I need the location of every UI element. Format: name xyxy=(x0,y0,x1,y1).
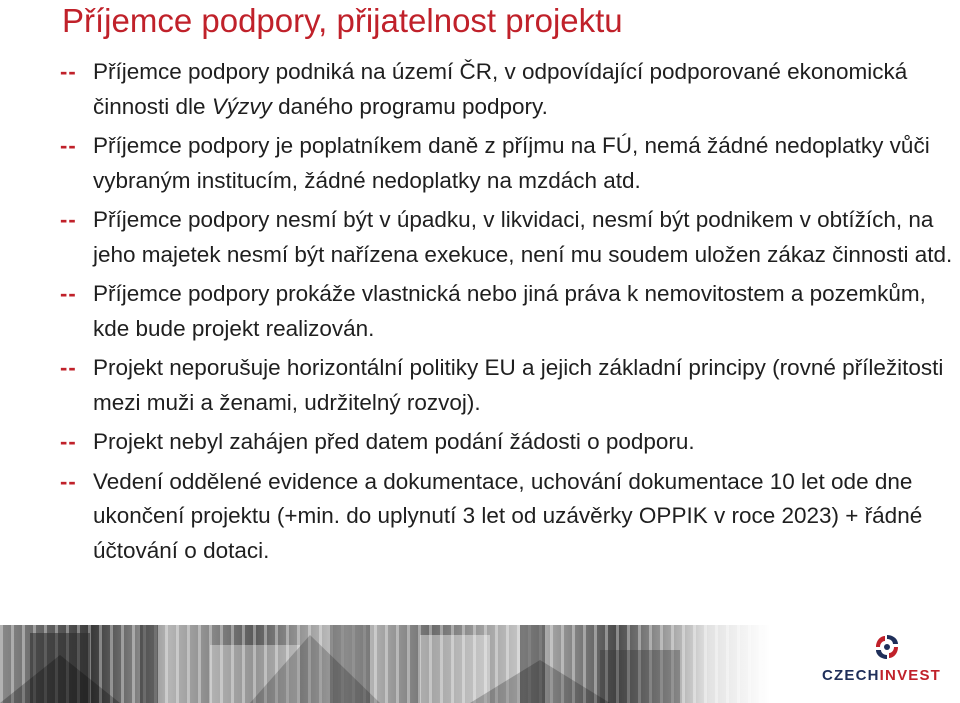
logo-text-invest: INVEST xyxy=(879,667,942,684)
bullet-text: Projekt neporušuje horizontální politiky EU a jejich základní principy (rovné příležitosti mezi muži a ženami, udržitelný rozvoj). xyxy=(93,355,944,415)
bullet-item xyxy=(60,277,960,346)
bullet-text: Příjemce podpory nesmí být v úpadku, v likvidaci, nesmí být podnikem v obtížích, na jeho majetek nesmí být nařízena exekuce, není mu soudem uložen zákaz činnosti atd. xyxy=(93,207,953,267)
logo-wordmark xyxy=(822,667,956,684)
bullet-text-part: Příjemce podpory podniká na území ČR, v odpovídající podporované ekonomická činnosti dle xyxy=(93,59,908,119)
bullet-text: Příjemce podpory prokáže vlastnická nebo jiná práva k nemovitostem a pozemkům, kde bude projekt realizován. xyxy=(93,281,926,341)
bullet-text: Příjemce podpory je poplatníkem daně z příjmu na FÚ, nemá žádné nedoplatky vůči vybraným institucím, žádné nedoplatky na mzdách atd. xyxy=(93,133,930,193)
bullet-marker: -- xyxy=(60,133,77,158)
bullet-marker: -- xyxy=(60,281,77,306)
bullet-item xyxy=(60,425,960,460)
logo-text-czech: CZECH xyxy=(822,667,880,684)
footer-decorative-band xyxy=(0,625,770,703)
slide-title: Příjemce podpory, přijatelnost projektu xyxy=(62,2,623,39)
bullet-marker: -- xyxy=(60,355,77,380)
bullet-item xyxy=(60,351,960,420)
bullet-item xyxy=(60,129,960,198)
bullet-marker: -- xyxy=(60,59,77,84)
bullet-list xyxy=(60,55,960,573)
bullet-item xyxy=(60,203,960,272)
bullet-marker: -- xyxy=(60,207,77,232)
bullet-text-part: daného programu podpory. xyxy=(271,93,548,119)
footer-texture-image xyxy=(0,625,770,703)
bullet-text: Projekt nebyl zahájen před datem podání žádosti o podporu. xyxy=(93,429,695,454)
bullet-text-emphasis: Výzvy xyxy=(211,93,272,119)
czechinvest-logo-mark-icon xyxy=(873,633,901,661)
bullet-text: Vedení oddělené evidence a dokumentace, uchování dokumentace 10 let ode dne ukončení projektu (+min. do uplynutí 3 let od uzávěrky OPPIK v roce 2023) + řádné účtování o dotaci. xyxy=(93,468,923,563)
bullet-marker: -- xyxy=(60,468,77,494)
czechinvest-logo xyxy=(822,633,952,693)
bullet-marker: -- xyxy=(60,429,77,454)
bullet-item xyxy=(60,465,960,569)
bullet-item xyxy=(60,55,960,124)
